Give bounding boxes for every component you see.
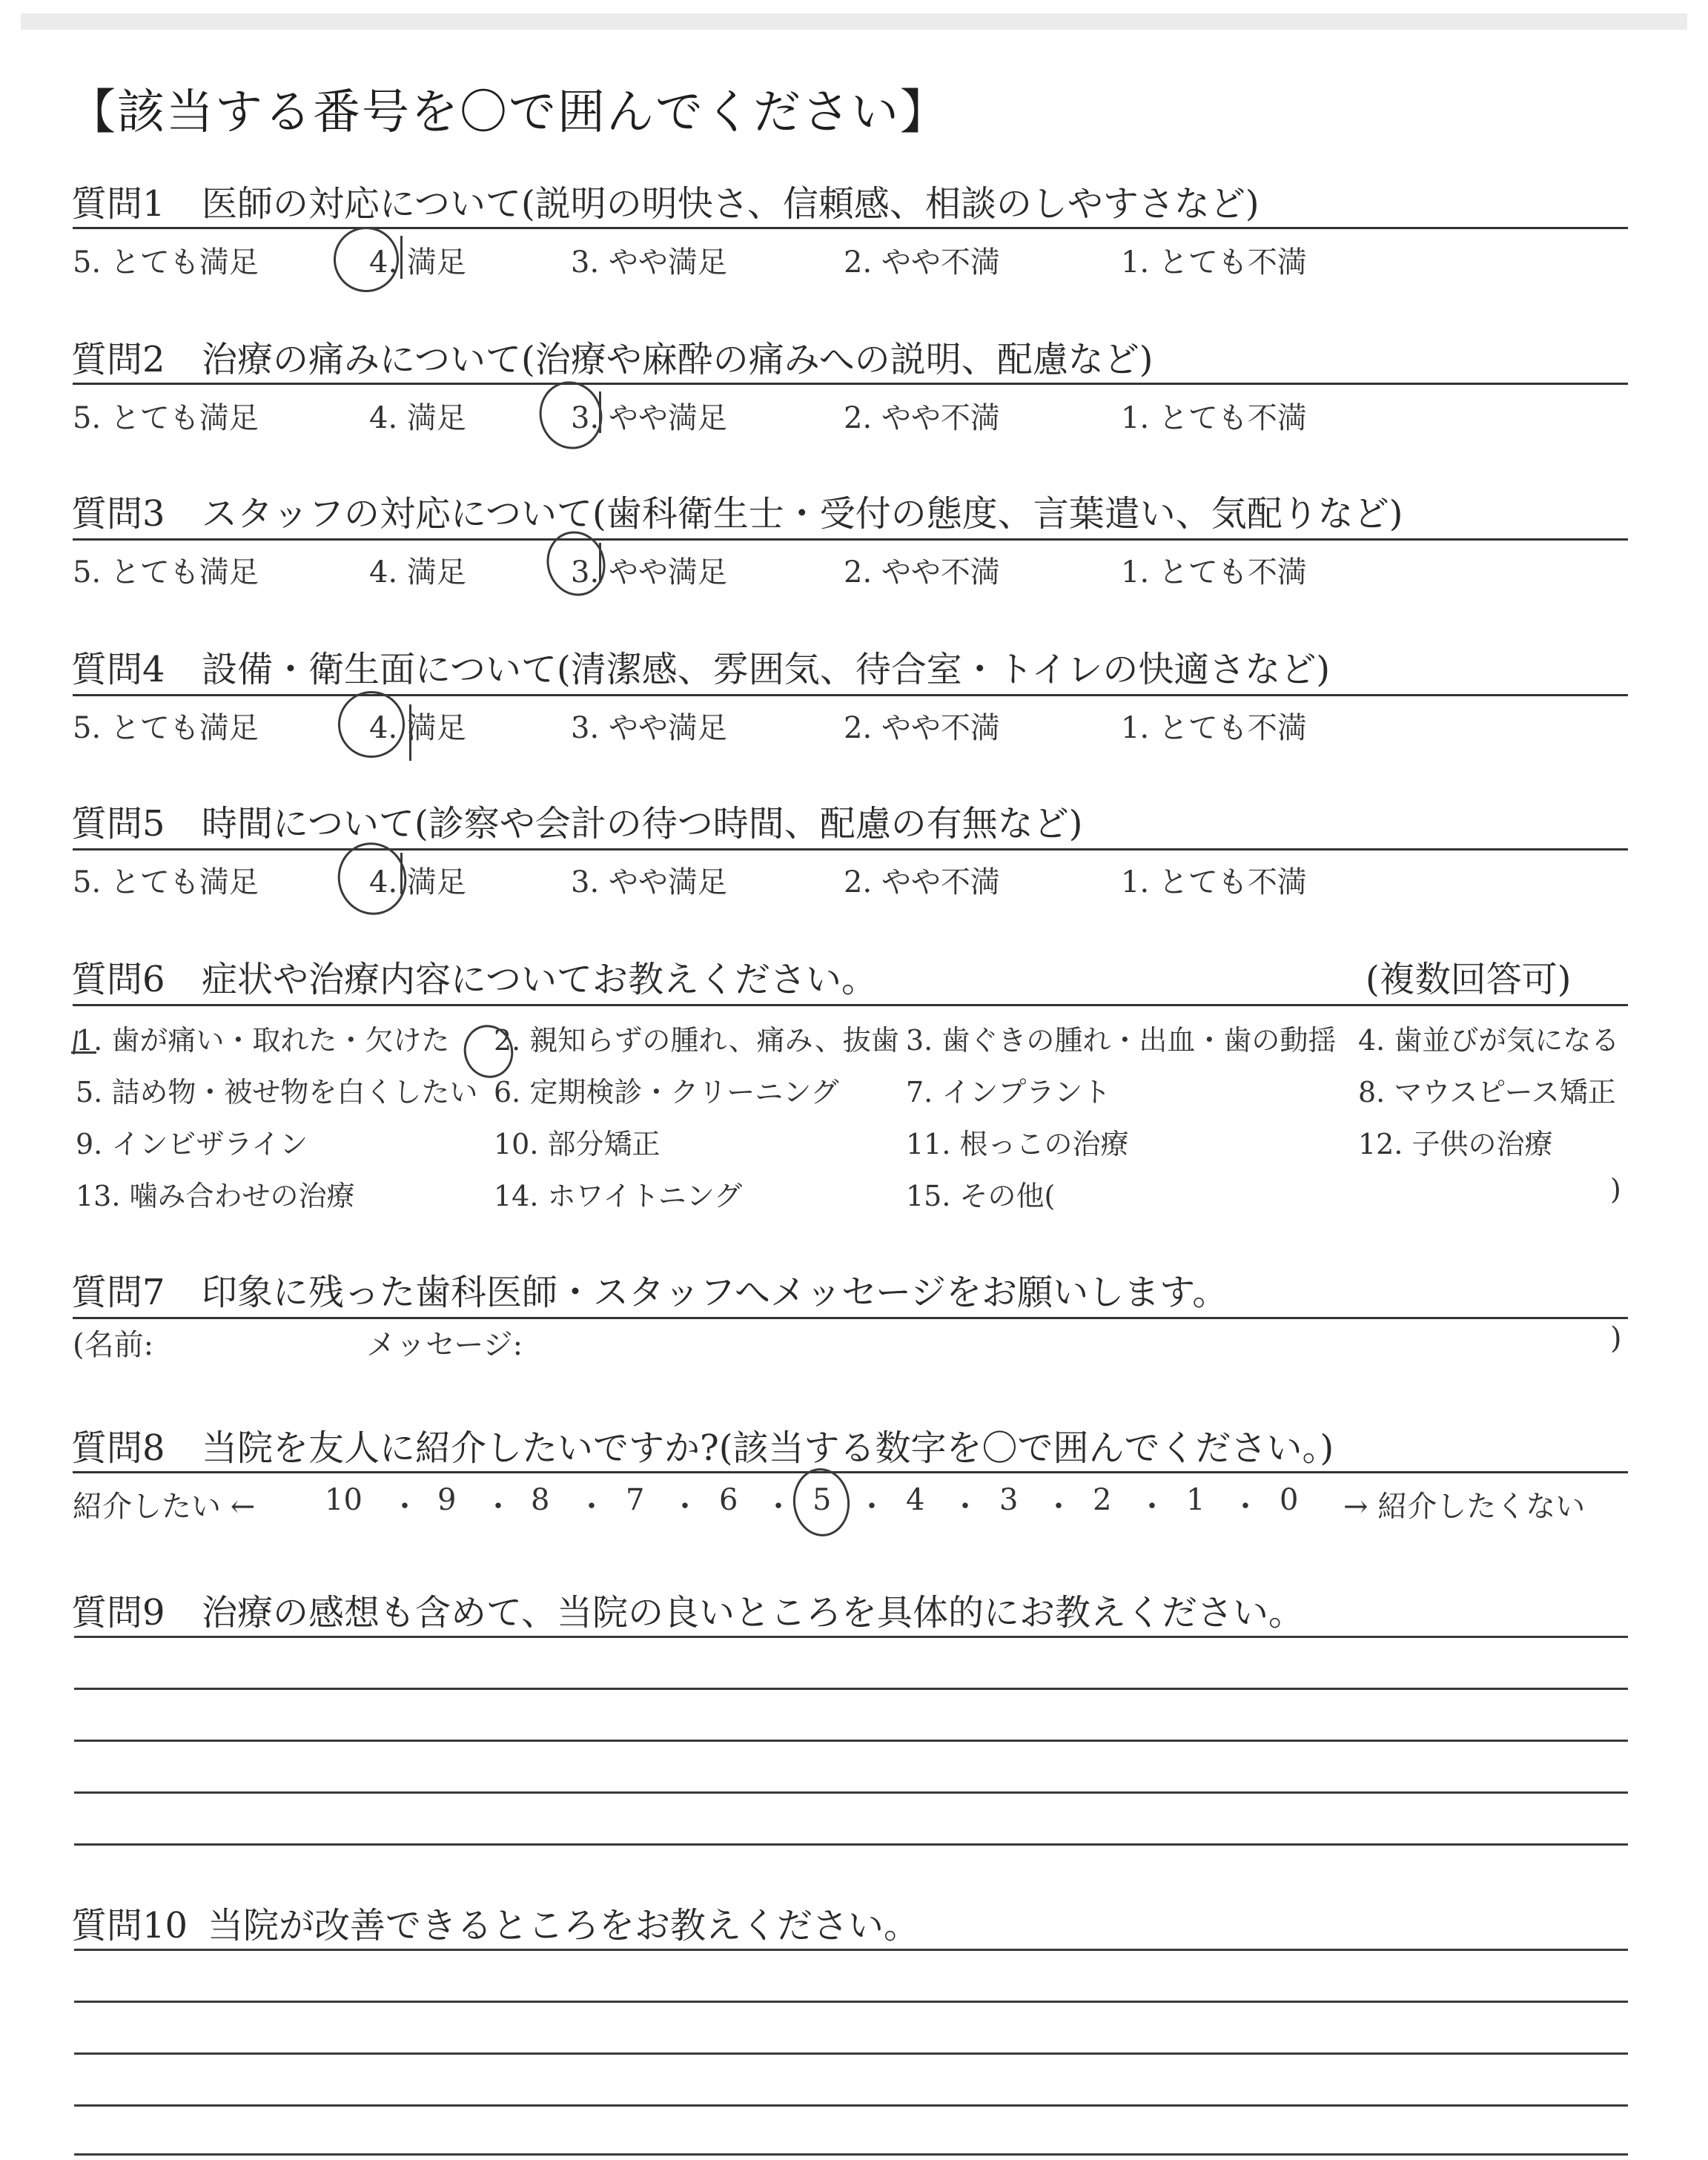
q5-option-3[interactable]: 3. やや満足 <box>571 865 727 899</box>
q3-option-1[interactable]: 1. とても不満 <box>1121 555 1307 589</box>
q7-close: ) <box>1610 1321 1622 1355</box>
question-6-text: 症状や治療内容についてお教えください。 <box>202 959 878 1000</box>
q5-option-1[interactable]: 1. とても不満 <box>1121 865 1307 899</box>
q8-sep: ・ <box>670 1490 700 1524</box>
q8-sep: ・ <box>950 1490 980 1524</box>
q6-option-8[interactable]: 8. マウスピース矯正 <box>1358 1076 1616 1109</box>
q7-name-label: (名前: <box>73 1328 154 1362</box>
q6-option-15[interactable]: 15. その他( <box>906 1180 1056 1212</box>
q8-sep: ・ <box>1044 1490 1073 1524</box>
q4-option-5[interactable]: 5. とても満足 <box>73 711 259 745</box>
q3-option-2[interactable]: 2. やや不満 <box>844 555 1000 589</box>
q8-sep: ・ <box>390 1490 420 1524</box>
q1-selection-circle <box>325 219 408 301</box>
question-8-rule <box>73 1471 1628 1473</box>
q2-option-5[interactable]: 5. とても満足 <box>73 401 259 435</box>
q6-option-1-underline <box>71 1051 96 1054</box>
q8-scale-0[interactable]: 0 <box>1280 1483 1299 1517</box>
q9-answer-line-2[interactable] <box>74 1688 1628 1690</box>
question-3-rule <box>73 538 1628 541</box>
q8-scale-9[interactable]: 9 <box>437 1483 457 1517</box>
question-5-rule <box>73 848 1628 851</box>
q8-scale-10[interactable]: 10 <box>325 1483 363 1517</box>
question-5-label: 質問5 <box>71 803 165 845</box>
q8-sep: ・ <box>857 1490 887 1524</box>
question-2-rule <box>73 383 1628 385</box>
question-4-text: 設備・衛生面について(清潔感、雰囲気、待合室・トイレの快適さなど) <box>202 649 1331 690</box>
q2-option-1[interactable]: 1. とても不満 <box>1121 401 1307 435</box>
q5-selection-tick <box>400 853 403 894</box>
q8-sep: ・ <box>1137 1490 1167 1524</box>
q8-sep: ・ <box>483 1490 513 1524</box>
q6-option-11[interactable]: 11. 根っこの治療 <box>906 1128 1129 1160</box>
q9-answer-line-5[interactable] <box>74 1843 1628 1846</box>
q3-option-3[interactable]: 3. やや満足 <box>571 555 727 589</box>
q3-option-5[interactable]: 5. とても満足 <box>73 555 259 589</box>
q8-sep: ・ <box>577 1490 606 1524</box>
q6-option-7[interactable]: 7. インプラント <box>906 1076 1111 1109</box>
q10-answer-line-4[interactable] <box>74 2104 1628 2107</box>
q10-answer-line-2[interactable] <box>74 2001 1628 2003</box>
q10-answer-line-1[interactable] <box>74 1949 1628 1951</box>
q8-selection-circle <box>790 1465 853 1539</box>
q1-option-1[interactable]: 1. とても不満 <box>1121 245 1307 280</box>
q4-selection-tick <box>409 704 411 761</box>
q8-scale-2[interactable]: 2 <box>1093 1483 1112 1517</box>
q8-sep: ・ <box>1231 1490 1260 1524</box>
question-6-note: (複数回答可) <box>1366 959 1572 1000</box>
q9-answer-line-4[interactable] <box>74 1791 1628 1794</box>
question-5-text: 時間について(診察や会計の待つ時間、配慮の有無など) <box>202 803 1083 845</box>
q6-other-close: ) <box>1610 1173 1621 1206</box>
q1-option-4[interactable]: 4. 満足 <box>369 245 466 280</box>
question-1-label: 質問1 <box>71 183 165 225</box>
q10-answer-line-5[interactable] <box>74 2153 1628 2156</box>
q8-scale-1[interactable]: 1 <box>1186 1483 1205 1517</box>
q6-option-4[interactable]: 4. 歯並びが気になる <box>1358 1024 1620 1057</box>
question-1-text: 医師の対応について(説明の明快さ、信頼感、相談のしやすさなど) <box>202 183 1260 225</box>
q6-option-14[interactable]: 14. ホワイトニング <box>494 1180 743 1212</box>
q8-left-label: 紹介したい ← <box>73 1490 256 1524</box>
question-9-label: 質問9 <box>71 1592 165 1634</box>
question-2-label: 質問2 <box>71 339 165 380</box>
question-10-text: 当院が改善できるところをお教えください。 <box>208 1905 920 1946</box>
q3-option-4[interactable]: 4. 満足 <box>369 555 466 589</box>
question-7-label: 質問7 <box>71 1272 165 1313</box>
q1-option-5[interactable]: 5. とても満足 <box>73 245 259 280</box>
question-7-rule <box>73 1317 1628 1319</box>
q2-option-4[interactable]: 4. 満足 <box>369 401 466 435</box>
q4-option-3[interactable]: 3. やや満足 <box>571 711 727 745</box>
q9-answer-line-1[interactable] <box>74 1636 1628 1638</box>
question-7-text: 印象に残った歯科医師・スタッフへメッセージをお願いします。 <box>202 1272 1228 1313</box>
q6-option-10[interactable]: 10. 部分矯正 <box>494 1128 661 1160</box>
q1-selection-tick <box>400 236 403 279</box>
q4-option-2[interactable]: 2. やや不満 <box>844 711 1000 745</box>
q6-option-6[interactable]: 6. 定期検診・クリーニング <box>494 1076 839 1109</box>
q2-option-2[interactable]: 2. やや不満 <box>844 401 1000 435</box>
q2-selection-tick <box>599 392 601 433</box>
q8-scale-8[interactable]: 8 <box>531 1483 550 1517</box>
q8-scale-7[interactable]: 7 <box>626 1483 645 1517</box>
question-3-label: 質問3 <box>71 493 165 535</box>
q1-option-2[interactable]: 2. やや不満 <box>844 245 1000 280</box>
question-9-text: 治療の感想も含めて、当院の良いところを具体的にお教えください。 <box>202 1592 1305 1634</box>
question-6-rule <box>73 1004 1628 1006</box>
q6-option-9[interactable]: 9. インビザライン <box>76 1128 308 1160</box>
q3-selection-tick <box>599 543 601 583</box>
q8-scale-3[interactable]: 3 <box>999 1483 1019 1517</box>
question-3-text: スタッフの対応について(歯科衛生士・受付の態度、言葉遣い、気配りなど) <box>202 493 1403 535</box>
q4-option-1[interactable]: 1. とても不満 <box>1121 711 1307 745</box>
q8-sep: ・ <box>764 1490 793 1524</box>
q5-selection-circle <box>328 833 416 924</box>
question-2-text: 治療の痛みについて(治療や麻酔の痛みへの説明、配慮など) <box>202 339 1153 380</box>
q8-scale-6[interactable]: 6 <box>719 1483 738 1517</box>
q4-option-4[interactable]: 4. 満足 <box>369 711 466 745</box>
question-1-rule <box>73 227 1628 229</box>
q5-option-4[interactable]: 4. 満足 <box>369 865 466 899</box>
q5-option-2[interactable]: 2. やや不満 <box>844 865 1000 899</box>
q2-option-3[interactable]: 3. やや満足 <box>571 401 727 435</box>
q8-right-label: → 紹介したくない <box>1343 1490 1586 1524</box>
question-10-label: 質問10 <box>71 1905 188 1946</box>
q7-message-label: メッセージ: <box>366 1328 523 1362</box>
question-6-label: 質問6 <box>71 959 165 1000</box>
page-heading: 【該当する番号を〇で囲んでください】 <box>68 85 949 140</box>
question-8-text: 当院を友人に紹介したいですか?(該当する数字を〇で囲んでください。) <box>202 1427 1334 1469</box>
q9-answer-line-3[interactable] <box>74 1740 1628 1742</box>
q1-option-3[interactable]: 3. やや満足 <box>571 245 727 280</box>
question-8-label: 質問8 <box>71 1427 165 1469</box>
q8-scale-4[interactable]: 4 <box>906 1483 925 1517</box>
q6-option-12[interactable]: 12. 子供の治療 <box>1358 1128 1553 1160</box>
q6-option-2[interactable]: 2. 親知らずの腫れ、痛み、抜歯 <box>494 1024 899 1057</box>
question-4-rule <box>73 694 1628 696</box>
q6-option-13[interactable]: 13. 噛み合わせの治療 <box>76 1180 355 1212</box>
q6-option-3[interactable]: 3. 歯ぐきの腫れ・出血・歯の動揺 <box>906 1024 1337 1057</box>
question-4-label: 質問4 <box>71 649 165 690</box>
q8-scale-5[interactable]: 5 <box>812 1483 832 1517</box>
q6-option-5[interactable]: 5. 詰め物・被せ物を白くしたい <box>76 1076 478 1109</box>
q10-answer-line-3[interactable] <box>74 2052 1628 2055</box>
q6-option-1[interactable]: 1. 歯が痛い・取れた・欠けた <box>76 1024 450 1057</box>
q5-option-5[interactable]: 5. とても満足 <box>73 865 259 899</box>
